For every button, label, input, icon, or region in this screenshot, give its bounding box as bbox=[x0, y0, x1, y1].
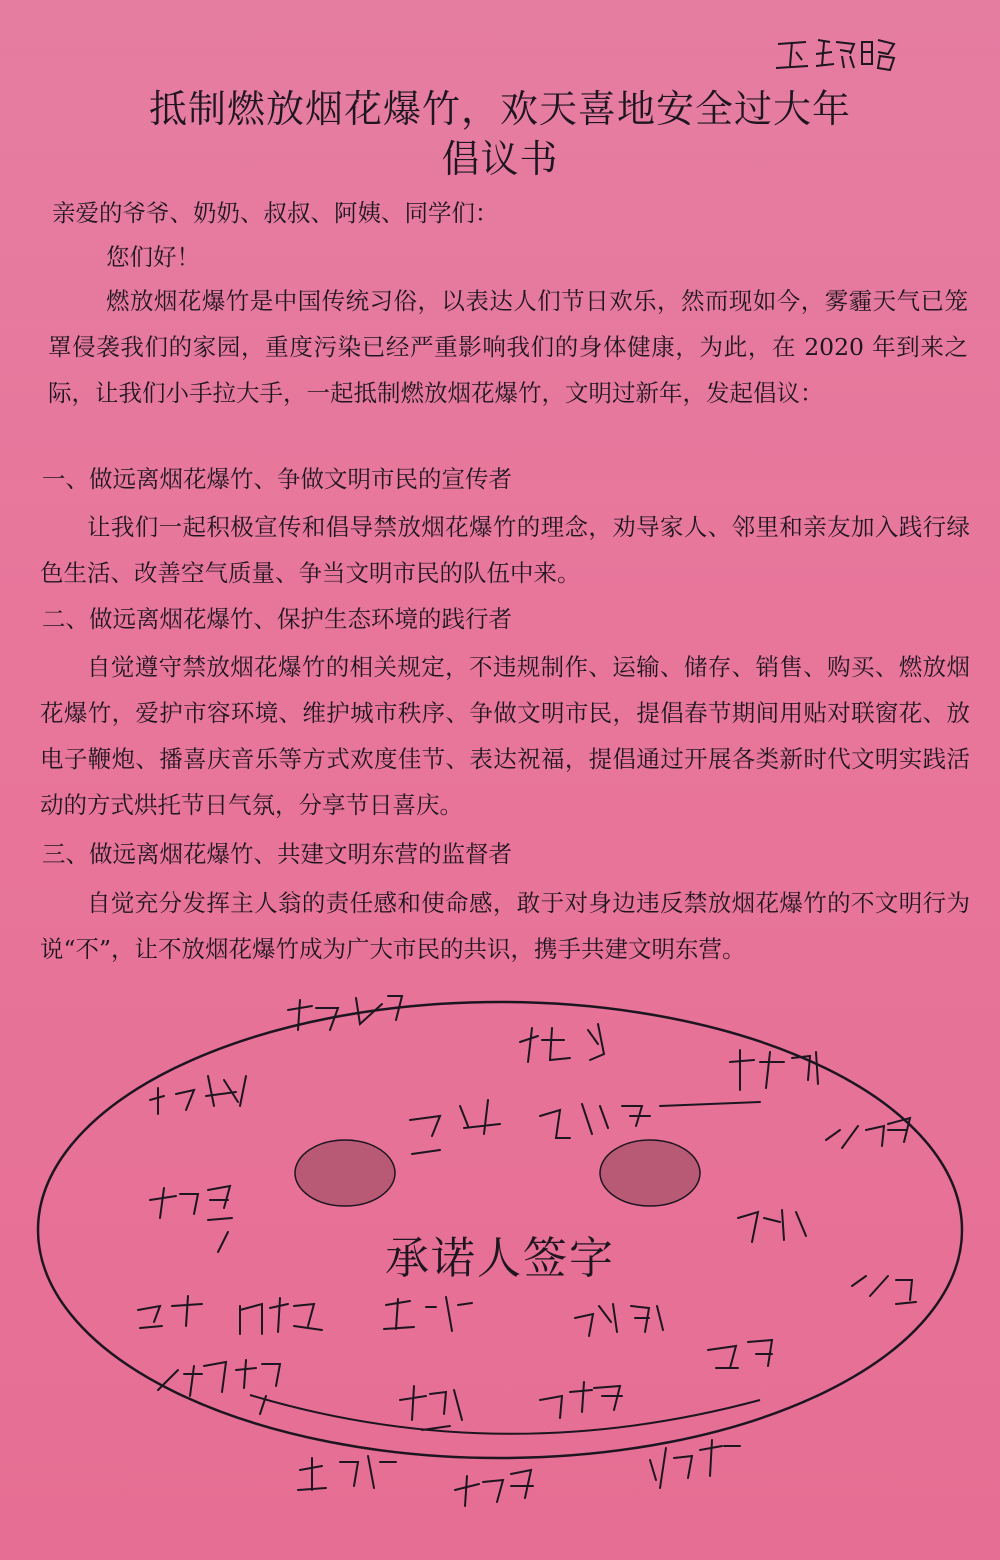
section-1-body: 让我们一起积极宣传和倡导禁放烟花爆竹的理念，劝导家人、邻里和亲友加入践行绿色生活、改善空气质量、争当文明市民的队伍中来。 bbox=[40, 513, 970, 587]
signature-21 bbox=[650, 1440, 740, 1488]
greeting: 您们好！ bbox=[106, 243, 200, 271]
signature-2 bbox=[150, 1076, 246, 1114]
signature-1 bbox=[288, 996, 402, 1030]
section-2-heading: 二、做远离烟花爆竹、保护生态环境的践行者 bbox=[42, 605, 512, 633]
signature-13 bbox=[575, 1304, 663, 1336]
signature-17 bbox=[400, 1386, 462, 1430]
pledge-label: 承诺人签字 bbox=[385, 1233, 615, 1284]
signature-18 bbox=[540, 1382, 622, 1418]
signature-12 bbox=[384, 1297, 472, 1331]
signature-3 bbox=[520, 1024, 604, 1062]
salutation: 亲爱的爷爷、奶奶、叔叔、阿姨、同学们： bbox=[52, 199, 499, 227]
title-line1: 抵制燃放烟花爆竹，欢天喜地安全过大年 bbox=[148, 87, 851, 131]
signature-7 bbox=[826, 1118, 910, 1148]
intro-paragraph: 燃放烟花爆竹是中国传统习俗，以表达人们节日欢乐，然而现如今，雾霾天气已笼罩侵袭我们的家园，重度污染已经严重影响我们的身体健康，为此，在 2020 年到来之际，让我们小手拉大手，一起抵制燃放烟花爆竹，文明过新年，发起倡议： bbox=[48, 287, 968, 407]
section-3-body: 自觉充分发挥主人翁的责任感和使命感，敢于对身边违反禁放烟花爆竹的不文明行为说“不”，让不放烟花爆竹成为广大市民的共识，携手共建文明东营。 bbox=[40, 889, 970, 963]
signature-4 bbox=[730, 1050, 818, 1090]
signature-20 bbox=[455, 1470, 533, 1506]
signature-19 bbox=[298, 1456, 396, 1490]
signature-14 bbox=[852, 1276, 916, 1304]
title-line2: 倡议书 bbox=[441, 137, 559, 181]
signature-11 bbox=[240, 1298, 322, 1334]
signature-8 bbox=[150, 1186, 232, 1252]
signature-5 bbox=[410, 1100, 500, 1154]
section-3-heading: 三、做远离烟花爆竹、共建文明东营的监督者 bbox=[42, 840, 512, 868]
signature-16 bbox=[708, 1340, 772, 1368]
signature-15 bbox=[158, 1360, 280, 1414]
signature-10 bbox=[138, 1296, 202, 1328]
signature-6 bbox=[540, 1102, 760, 1138]
section-2-body: 自觉遵守禁放烟花爆竹的相关规定，不违规制作、运输、储存、销售、购买、燃放烟花爆竹，爱护市容环境、维护城市秩序、争做文明市民，提倡春节期间用贴对联窗花、放电子鞭炮、播喜庆音乐等方式欢度佳节、表达祝福，提倡通过开展各类新时代文明实践活动的方式烘托节日气氛，分享节日喜庆。 bbox=[40, 653, 970, 819]
section-1-heading: 一、做远离烟花爆竹、争做文明市民的宣传者 bbox=[42, 465, 512, 493]
signature-9 bbox=[738, 1210, 806, 1242]
